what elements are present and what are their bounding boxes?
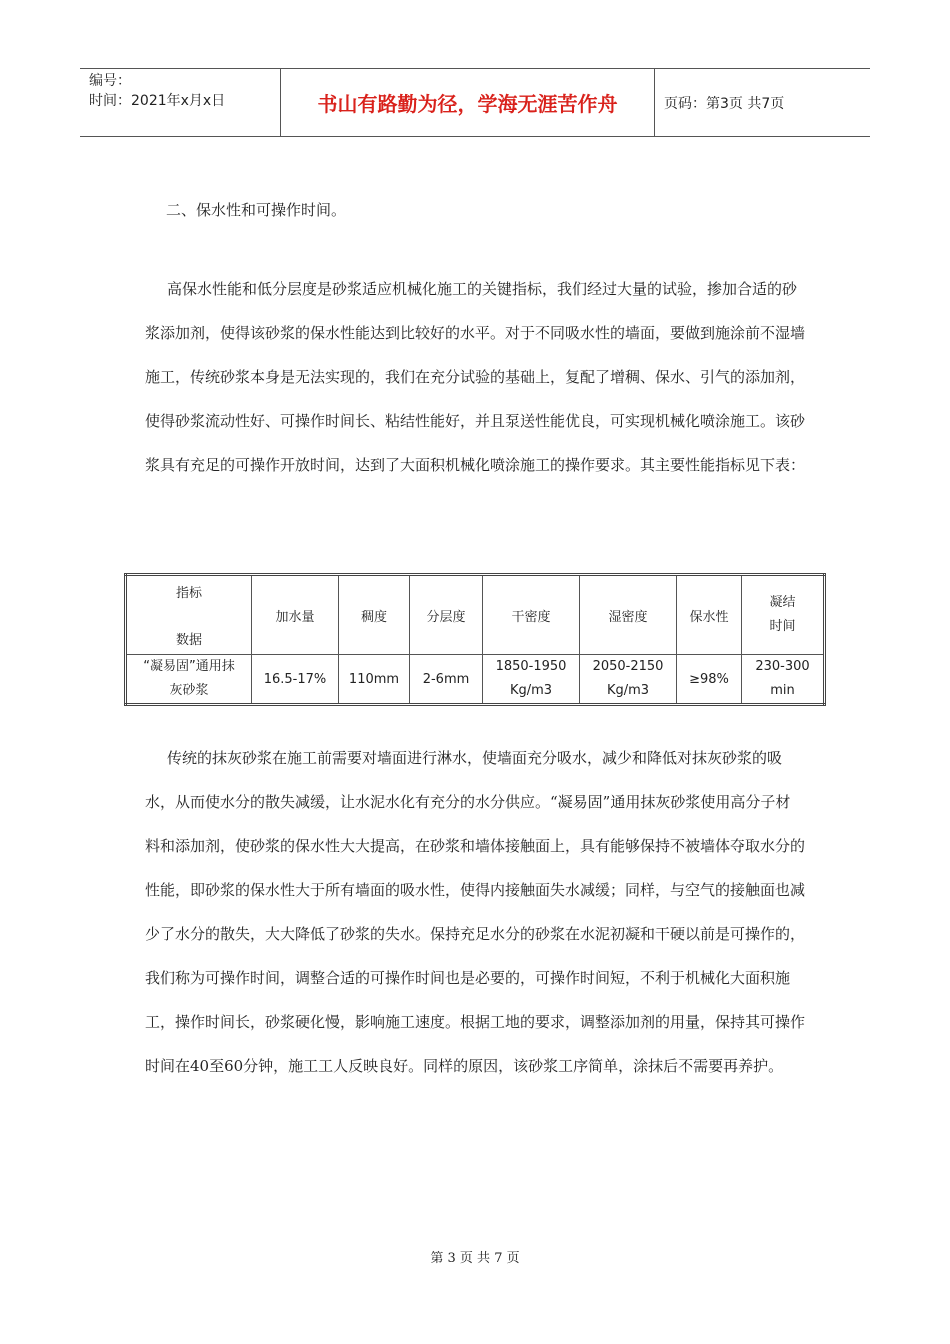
header-dry-density: 干密度	[483, 575, 580, 655]
cell-water-retention: ≥98%	[677, 655, 742, 705]
header-setting-time	[742, 575, 825, 655]
page-header	[80, 68, 870, 137]
header-consistency: 稠度	[339, 575, 410, 655]
corner-label-indicator: 指标	[175, 586, 202, 601]
header-setting-time-line2: 时间	[769, 619, 796, 634]
table-header-row	[126, 575, 825, 655]
paragraph-1-text: 高保水性能和低分层度是砂浆适应机械化施工的关键指标，我们经过大量的试验，掺加合适的砂浆添加剂，使得该砂浆的保水性能达到比较好的水平。对于不同吸水性的墙面，要做到施涂前不湿墙施工，传统砂浆本身是无法实现的，我们在充分试验的基础上，复配了增稠、保水、引气的添加剂，使得砂浆流动性好、可操作时间长、粘结性能好，并且泵送性能优良，可实现机械化喷涂施工。该砂浆具有充足的可操作开放时间，达到了大面积机械化喷涂施工的操作要求。其主要性能指标见下表：	[145, 280, 806, 474]
cell-wet-density	[580, 655, 677, 705]
cell-wet-density-unit: Kg/m3	[606, 683, 650, 698]
cell-dry-density-value: 1850-1950	[495, 659, 567, 674]
cell-layering: 2-6mm	[410, 655, 483, 705]
row-label-product	[126, 655, 252, 705]
cell-setting-time-unit: min	[770, 683, 795, 698]
cell-dry-density	[483, 655, 580, 705]
header-meta	[80, 69, 281, 136]
cell-consistency: 110mm	[339, 655, 410, 705]
section-heading: 二、保水性和可操作时间。	[166, 201, 347, 219]
table-row	[126, 655, 825, 705]
header-wet-density: 湿密度	[580, 575, 677, 655]
header-water-retention: 保水性	[677, 575, 742, 655]
document-date: 时间：2021年x月x日	[89, 93, 226, 109]
cell-dry-density-unit: Kg/m3	[509, 683, 553, 698]
page-footer: 第 3 页 共 7 页	[430, 1251, 520, 1266]
header-page-info: 页码：第3页 共7页	[664, 95, 785, 112]
table-corner-cell	[126, 575, 252, 655]
document-number-label: 编号：	[89, 73, 131, 89]
paragraph-2-text: 传统的抹灰砂浆在施工前需要对墙面进行淋水，使墙面充分吸水，减少和降低对抹灰砂浆的吸水，从而使水分的散失减缓，让水泥水化有充分的水分供应。“凝易固”通用抹灰砂浆使用高分子材料和添加剂，使砂浆的保水性大大提高，在砂浆和墙体接触面上，具有能够保持不被墙体夺取水分的性能，即砂浆的保水性大于所有墙面的吸水性，使得内接触面失水减缓；同样，与空气的接触面也减少了水分的散失，大大降低了砂浆的失水。保持充足水分的砂浆在水泥初凝和干硬以前是可操作的，我们称为可操作时间，调整合适的可操作时间也是必要的，可操作时间短，不利于机械化大面积施工，操作时间长，砂浆硬化慢，影响施工速度。根据工地的要求，调整添加剂的用量，保持其可操作时间在40至60分钟，施工工人反映良好。同样的原因，该砂浆工序简单，涂抹后不需要再养护。	[145, 749, 806, 1075]
header-water-addition: 加水量	[252, 575, 339, 655]
paragraph-water-retention	[145, 267, 805, 487]
header-layering: 分层度	[410, 575, 483, 655]
corner-label-data: 数据	[175, 633, 202, 648]
cell-setting-time-value: 230-300	[755, 659, 810, 674]
paragraph-traditional-mortar	[145, 736, 805, 1088]
cell-setting-time	[742, 655, 825, 705]
cell-wet-density-value: 2050-2150	[592, 659, 664, 674]
header-motto: 书山有路勤为径，学海无涯苦作舟	[281, 69, 655, 136]
cell-water-addition: 16.5-17%	[252, 655, 339, 705]
header-setting-time-line1: 凝结	[769, 595, 796, 610]
row-label-line1: “凝易固”通用抹	[143, 659, 235, 674]
row-label-line2: 灰砂浆	[169, 683, 209, 698]
performance-table	[124, 573, 826, 706]
